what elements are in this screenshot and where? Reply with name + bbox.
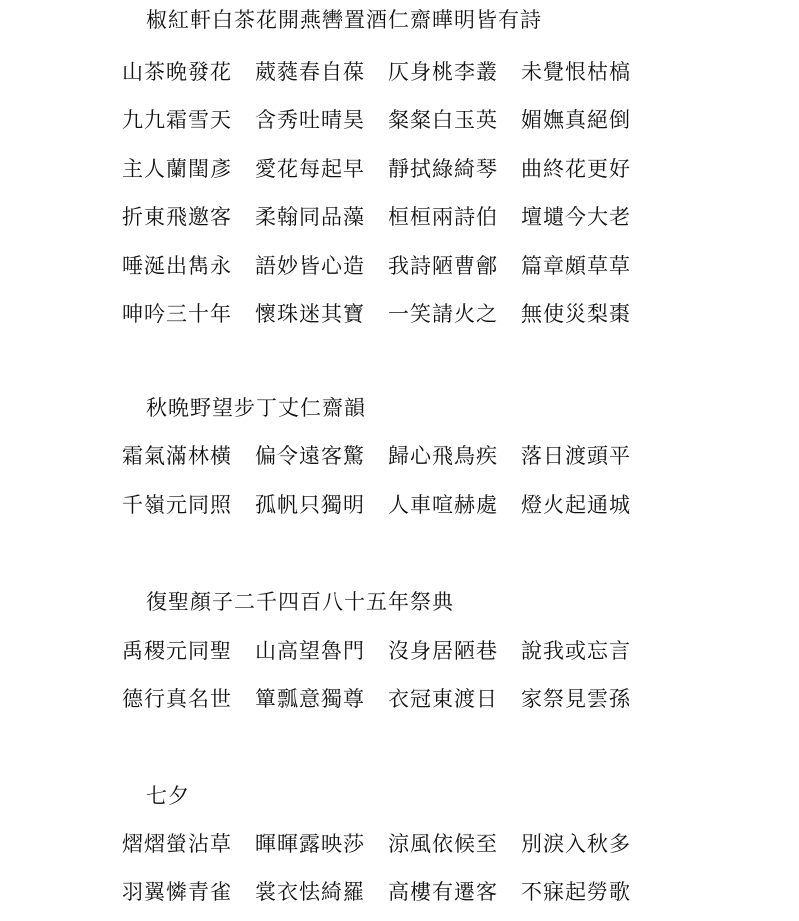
verse: 懷珠迷其寶	[255, 302, 365, 326]
verse: 我詩陋曹鄶	[388, 254, 498, 278]
verse: 愛花每起早	[255, 157, 365, 181]
poem-title: 七夕	[146, 784, 190, 808]
verse: 仄身桃李叢	[388, 60, 498, 84]
verse: 媚嫵真絕倒	[521, 108, 631, 132]
verse: 呻吟三十年	[122, 302, 232, 326]
verse: 歸心飛鳥疾	[388, 444, 498, 468]
verse: 主人蘭閨彥	[122, 157, 232, 181]
verse: 高樓有遷客	[388, 880, 498, 904]
verse: 一笑請火之	[388, 302, 498, 326]
verse: 折東飛邀客	[122, 205, 232, 229]
verse: 語妙皆心造	[255, 254, 365, 278]
poem-line	[122, 300, 682, 328]
verse: 壇壝今大老	[521, 205, 631, 229]
verse: 葳蕤春自葆	[255, 60, 365, 84]
poem-line	[122, 58, 682, 86]
verse: 粲粲白玉英	[388, 108, 498, 132]
verse: 千嶺元同照	[122, 493, 232, 517]
verse: 曲終花更好	[521, 157, 631, 181]
verse: 孤帆只獨明	[255, 493, 365, 517]
verse: 未覺恨枯槁	[521, 60, 631, 84]
verse: 熠熠螢沾草	[122, 832, 232, 856]
verse: 落日渡頭平	[521, 444, 631, 468]
verse: 篇章頗草草	[521, 254, 631, 278]
verse: 家祭見雲孫	[521, 687, 631, 711]
verse: 禹稷元同聖	[122, 639, 232, 663]
verse: 偏令遠客驚	[255, 444, 365, 468]
verse: 裳衣怯綺羅	[255, 880, 365, 904]
poem-line	[122, 685, 682, 713]
verse: 燈火起通城	[521, 493, 631, 517]
poem-line	[122, 878, 682, 906]
poem-line	[122, 442, 682, 470]
poem-line	[122, 830, 682, 858]
poem-line	[122, 106, 682, 134]
verse: 九九霜雪天	[122, 108, 232, 132]
verse: 山茶晩發花	[122, 60, 232, 84]
verse: 桓桓兩詩伯	[388, 205, 498, 229]
verse: 不寐起勞歌	[521, 880, 631, 904]
verse: 唾涎出雋永	[122, 254, 232, 278]
verse: 靜拭綠綺琴	[388, 157, 498, 181]
verse: 山高望魯門	[255, 639, 365, 663]
verse: 涼風依候至	[388, 832, 498, 856]
poem-title: 秋晩野望步丁丈仁齋韻	[146, 396, 366, 420]
verse: 羽翼憐青雀	[122, 880, 232, 904]
verse: 說我或忘言	[521, 639, 631, 663]
poem-line	[122, 252, 682, 280]
verse: 人車喧赫處	[388, 493, 498, 517]
poem-title: 復聖顏子二千四百八十五年祭典	[146, 590, 454, 614]
poem-line	[122, 637, 682, 665]
verse: 柔翰同品藻	[255, 205, 365, 229]
verse: 含秀吐晴昊	[255, 108, 365, 132]
poem-line	[122, 155, 682, 183]
verse: 別淚入秋多	[521, 832, 631, 856]
poem-line	[122, 491, 682, 519]
verse: 簞瓢意獨尊	[255, 687, 365, 711]
poem-title: 椒紅軒白茶花開燕轡置酒仁齋曄明皆有詩	[146, 8, 542, 32]
verse: 衣冠東渡日	[388, 687, 498, 711]
verse: 暉暉露映莎	[255, 832, 365, 856]
verse: 沒身居陋巷	[388, 639, 498, 663]
poem-line	[122, 203, 682, 231]
verse: 霜氣滿林橫	[122, 444, 232, 468]
verse: 無使災梨棗	[521, 302, 631, 326]
verse: 德行真名世	[122, 687, 232, 711]
